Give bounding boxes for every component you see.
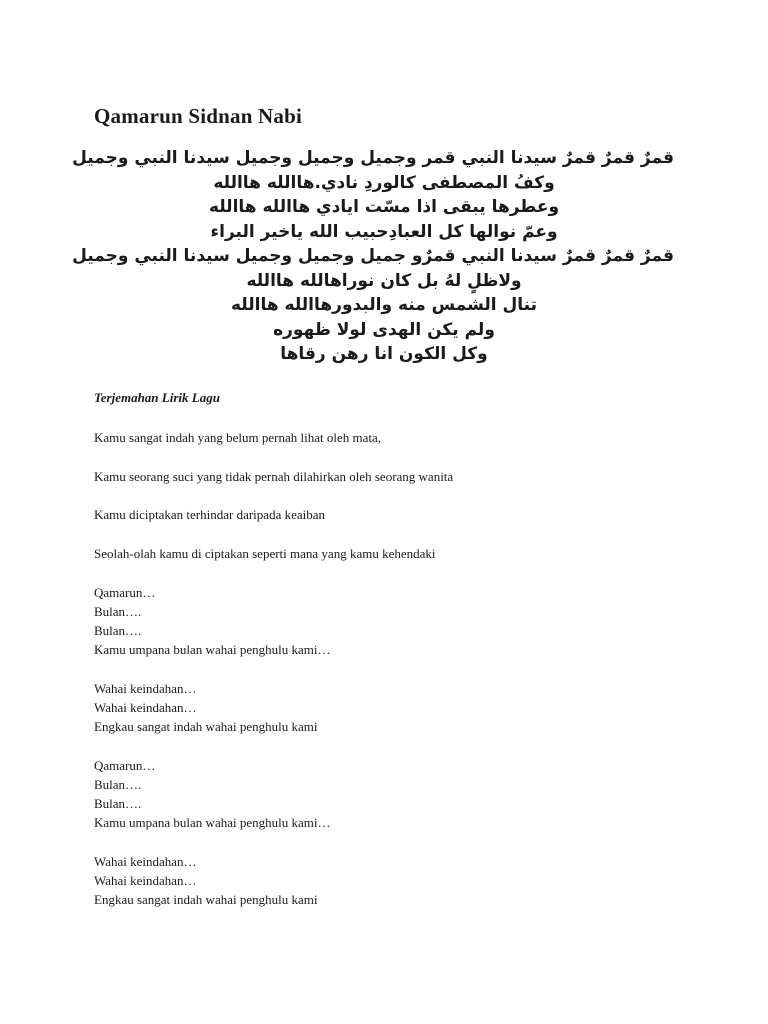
translation-line: Bulan…. <box>94 604 142 619</box>
translation-line: Engkau sangat indah wahai penghulu kami <box>94 892 318 907</box>
translation-heading: Terjemahan Lirik Lagu <box>94 390 220 405</box>
arabic-lyric-line: وعطرها يبقى اذا مسّت ايادي هاالله هاالله <box>208 197 560 217</box>
translation-line: Kamu diciptakan terhindar daripada keaiban <box>94 507 326 522</box>
arabic-lyric-line: ولم يكن الهدى لولا ظهوره <box>273 319 495 340</box>
translation-line: Qamarun… <box>94 758 156 773</box>
translation-line: Wahai keindahan… <box>94 854 197 869</box>
arabic-lyric-line: تنال الشمس منه والبدورهاالله هاالله <box>231 295 537 315</box>
translation-line: Seolah-olah kamu di ciptakan seperti mana yang kamu kehendaki <box>94 546 436 561</box>
translation-line: Wahai keindahan… <box>94 873 197 888</box>
arabic-lyric-line: قمرٌ قمرٌ قمرٌ سيدنا النبي قمر وجميل وجميل وجميل سيدنا النبي وجميل <box>72 148 674 168</box>
arabic-lyric-line: قمرٌ قمرٌ قمرٌ سيدنا النبي قمرٌو جميل وجميل وجميل سيدنا النبي وجميل <box>72 246 674 266</box>
translation-line: Bulan…. <box>94 777 142 792</box>
page-title: Qamarun Sidnan Nabi <box>94 104 303 128</box>
arabic-lyric-line: وعمّ نوالها كل العبادِحبيب الله ياخير البراء <box>210 221 558 242</box>
translation-line: Wahai keindahan… <box>94 700 197 715</box>
translation-line: Kamu umpana bulan wahai penghulu kami… <box>94 642 331 657</box>
translation-line: Bulan…. <box>94 623 142 638</box>
arabic-lyrics <box>72 146 674 367</box>
arabic-lyric-line: وكفُ المصطفى كالوردِ نادي.هاالله هاالله <box>213 172 555 193</box>
translation-line: Kamu sangat indah yang belum pernah lihat oleh mata, <box>94 430 381 445</box>
translation-line: Kamu umpana bulan wahai penghulu kami… <box>94 815 331 830</box>
translation-line: Kamu seorang suci yang tidak pernah dilahirkan oleh seorang wanita <box>94 469 454 484</box>
arabic-lyric-line: ولاظلٍ لهُ بل كان نوراهالله هاالله <box>246 270 522 291</box>
arabic-lyric-line: وكل الكون انا رهن رقاها <box>280 344 488 364</box>
translation-line: Qamarun… <box>94 585 156 600</box>
translation-line: Wahai keindahan… <box>94 681 197 696</box>
translation-line: Bulan…. <box>94 796 142 811</box>
translation-line: Engkau sangat indah wahai penghulu kami <box>94 719 318 734</box>
